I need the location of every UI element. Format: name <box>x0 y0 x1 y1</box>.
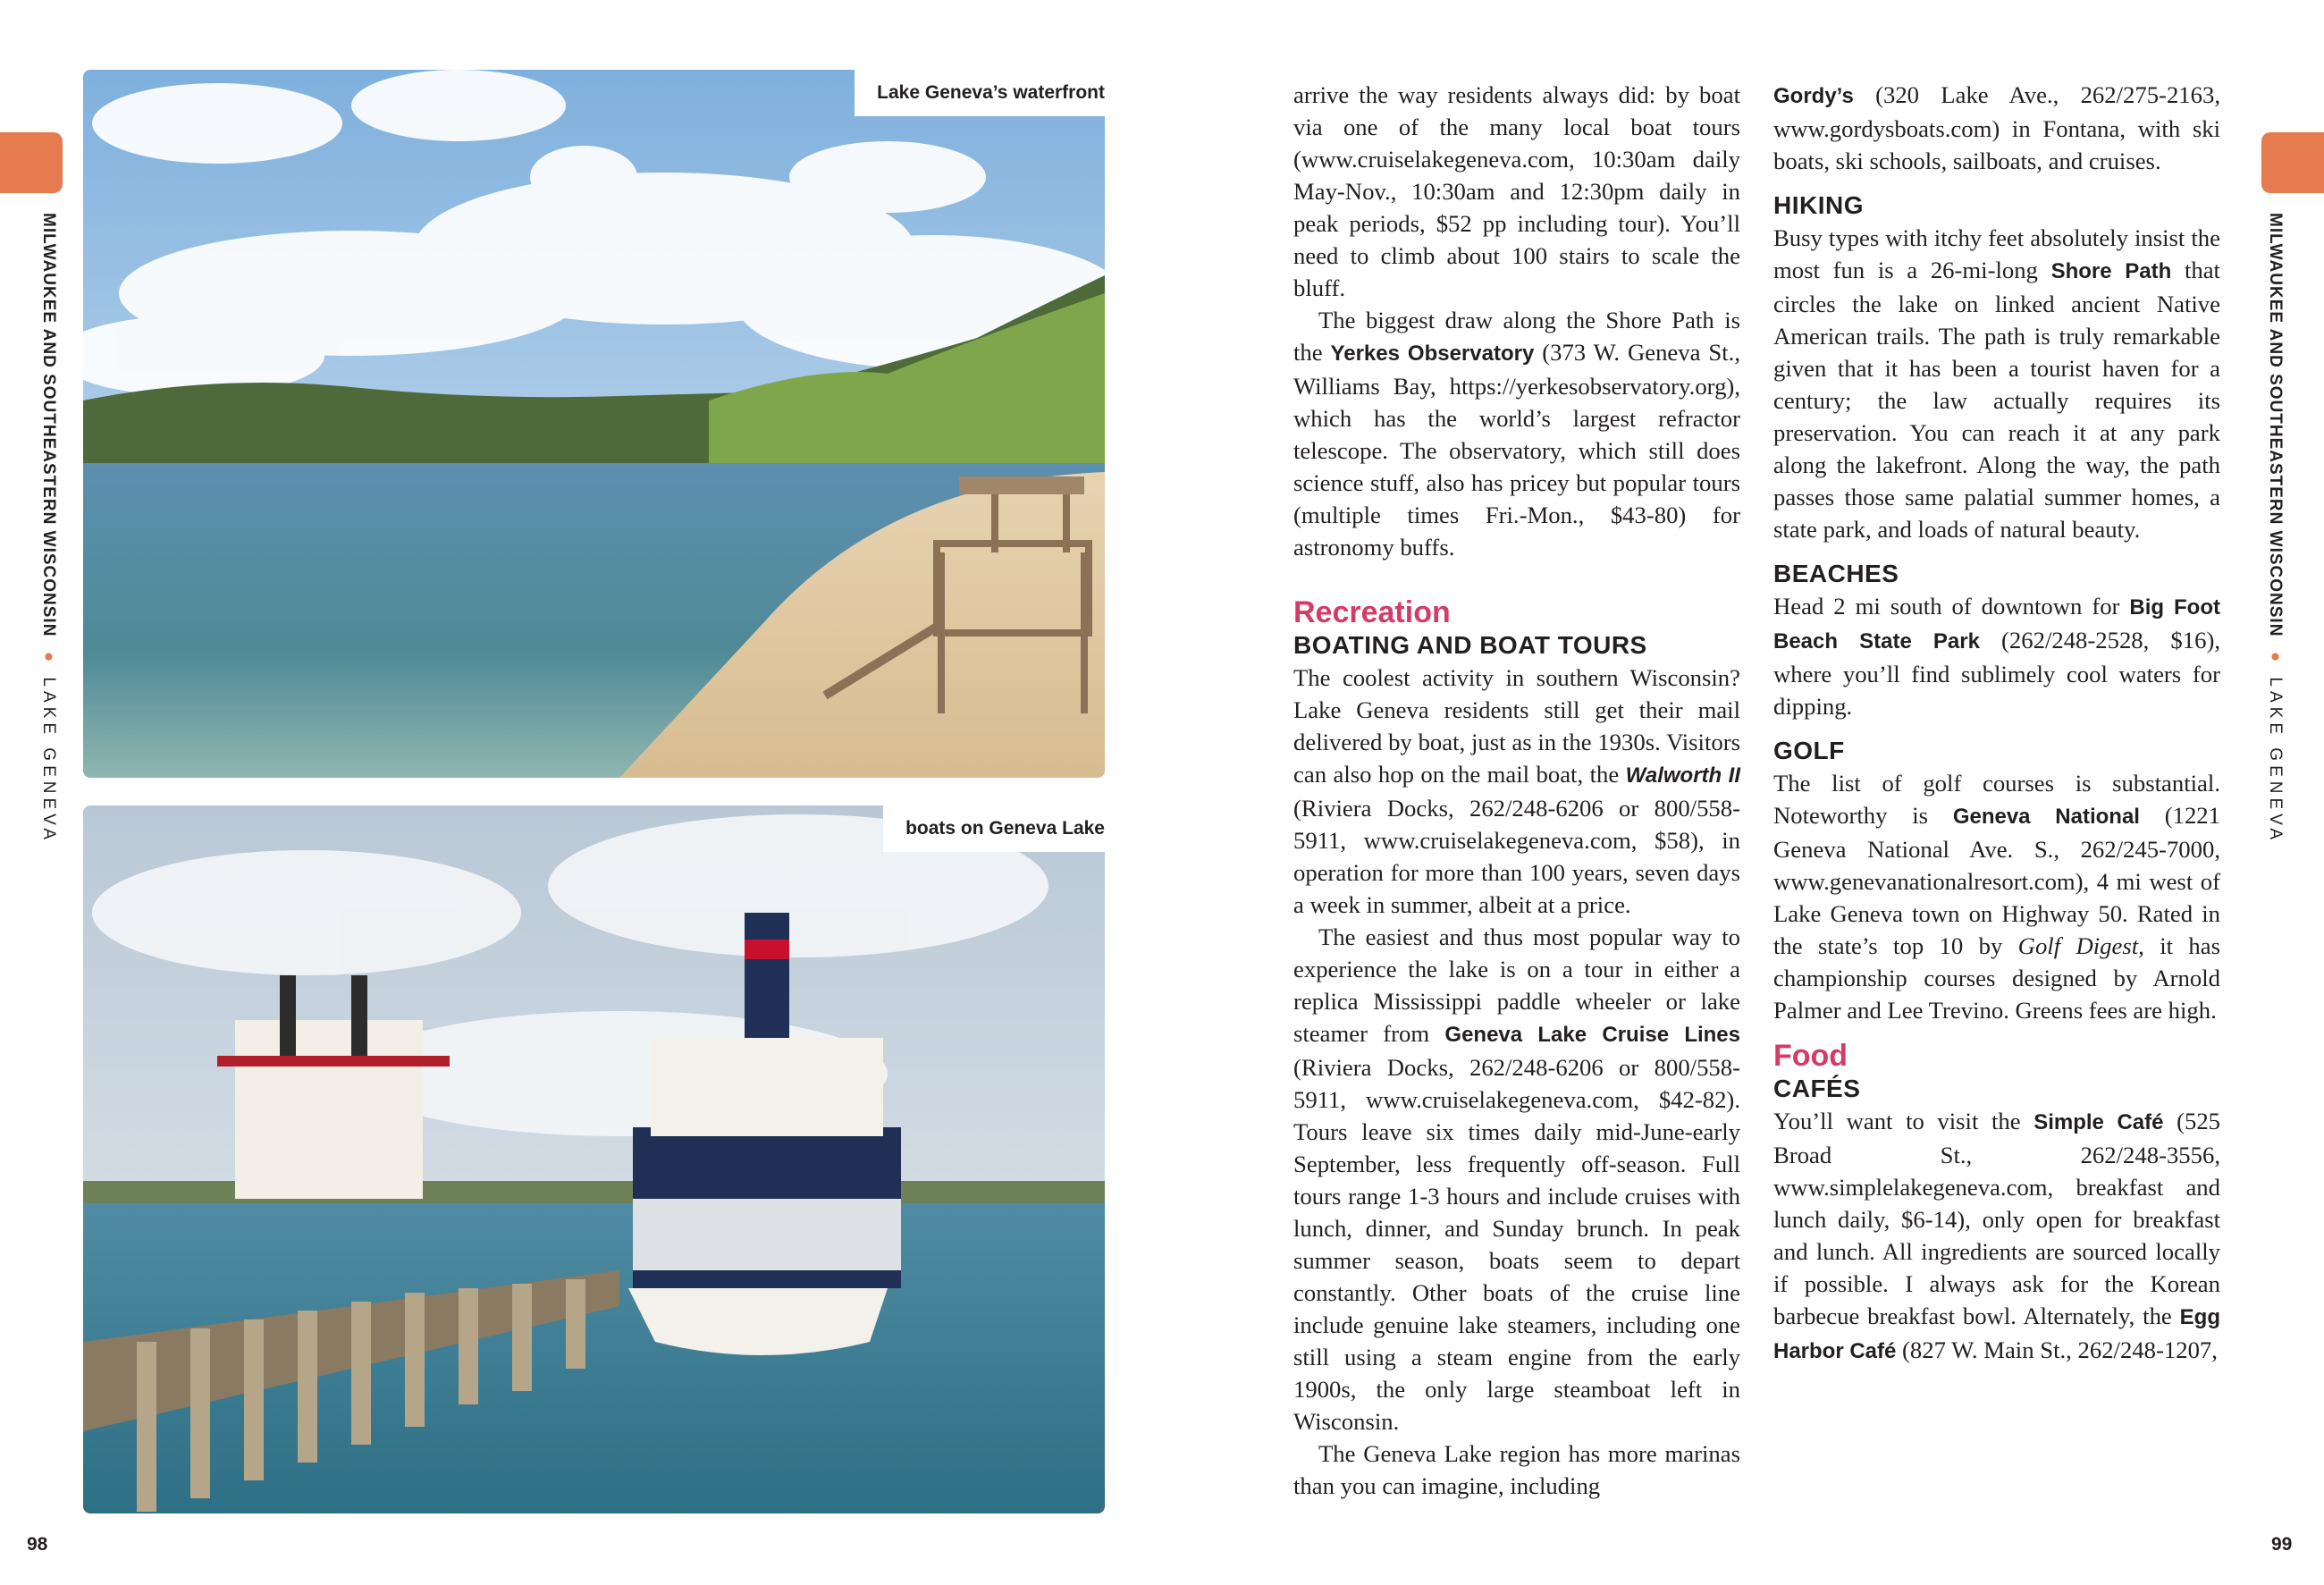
separator-dot-icon: ● <box>2266 647 2285 667</box>
region-label: MILWAUKEE AND SOUTHEASTERN WISCONSIN <box>39 213 58 637</box>
region-label: MILWAUKEE AND SOUTHEASTERN WISCONSIN <box>2266 213 2285 637</box>
paragraph: The coolest activity in southern Wisconsin? Lake Geneva residents still get their mail delivered by boat, just as in the 1930s. Visitors can also hop on the mail boat, the Walworth II (Riviera Docks, 262/248-6206 or 800/558-5911, www.cruiselakegeneva.com, $58), in operation for more than 100 years, seven days a week in summer, albeit at a price. <box>1293 664 1740 918</box>
photo-waterfront <box>83 70 1105 778</box>
paragraph: You’ll want to visit the Simple Café (525 Broad St., 262/248-3556, www.simplelakegeneva.com, breakfast and lunch daily, $6-14), only open for breakfast and lunch. All ingredients are sourced locally if possible. I always ask for the Korean barbecue breakfast bowl. Alternately, the Egg Harbor Café (827 W. Main St., 262/248-1207, <box>1773 1108 2221 1363</box>
page-number-right: 99 <box>2271 1534 2293 1555</box>
paragraph: Busy types with itchy feet absolutely insist the most fun is a 26-mi-long Shore Path that circles the lake on linked ancient Native American trails. The path is truly remarkable given that it has been a tourist haven for a century; the law actually requires its preservation. You can reach it at any park along the lakefront. Along the way, the path passes those same palatial summer homes, a state park, and loads of natural beauty. <box>1773 224 2220 543</box>
text-column-left <box>1293 79 1740 1502</box>
subsection-heading: BEACHES <box>1773 560 1899 587</box>
photo-caption: boats on Geneva Lake <box>883 805 1105 852</box>
separator-dot-icon: ● <box>39 647 58 667</box>
section-heading: Food <box>1773 1039 1848 1073</box>
paragraph: Head 2 mi south of downtown for Big Foot Beach State Park (262/248-2528, $16), where you’ll find sublimely cool waters for dipping. <box>1773 593 2220 720</box>
running-head-left <box>38 213 58 844</box>
text-column-right <box>1773 79 2220 1368</box>
paragraph: The easiest and thus most popular way to experience the lake is on a tour in either a replica Mississippi paddle wheeler or lake steamer from Geneva Lake Cruise Lines (Riviera Docks, 262/248-6206 or 800/558-5911, www.cruiselakegeneva.com, $42-82). Tours leave six times daily mid-June-early September, less frequently off-season. Full tours range 1-3 hours and include cruises with lunch, dinner, and Sunday brunch. In peak summer season, boats seem to depart constantly. Other boats of the cruise line include genuine lake steamers, including one still using a steam engine from the early 1900s, the only large steamboat left in Wisconsin. <box>1293 923 1741 1435</box>
section-label: LAKE GENEVA <box>39 677 58 845</box>
thumb-tab-right <box>2261 132 2324 193</box>
paragraph: The biggest draw along the Shore Path is the Yerkes Observatory (373 W. Geneva St., Williams Bay, https://yerkesobservatory.org), which has the world’s largest refractor telescope. The observatory, which still does science stuff, also has pricey but popular tours (multiple times Fri.-Mon., $43-80) for astronomy buffs. <box>1293 307 1740 561</box>
paragraph: The list of golf courses is substantial. Noteworthy is Geneva National (1221 Geneva National Ave. S., 262/245-7000, www.genevanationalresort.com), 4 mi west of Lake Geneva town on Highway 50. Rated in the state’s top 10 by Golf Digest, it has championship courses designed by Arnold Palmer and Lee Trevino. Greens fees are high. <box>1773 770 2220 1024</box>
subsection-heading: CAFÉS <box>1773 1075 1861 1102</box>
running-head-right <box>2265 213 2285 844</box>
subsection-heading: GOLF <box>1773 737 1845 764</box>
subsection-heading: BOATING AND BOAT TOURS <box>1293 631 1647 659</box>
paragraph: Gordy’s (320 Lake Ave., 262/275-2163, www.gordysboats.com) in Fontana, with ski boats, ski schools, sailboats, and cruises. <box>1773 81 2220 174</box>
page-number-left: 98 <box>27 1534 48 1555</box>
paragraph: arrive the way residents always did: by boat via one of the many local boat tours (www.cruiselakegeneva.com, 10:30am daily May-Nov., 10:30am and 12:30pm daily in peak periods, $52 pp including tour). You’ll need to climb about 100 stairs to scale the bluff. <box>1293 81 1740 301</box>
photo-caption: Lake Geneva’s waterfront <box>855 70 1105 116</box>
thumb-tab-left <box>0 132 63 193</box>
section-label: LAKE GENEVA <box>2266 677 2285 845</box>
boats-image <box>83 805 1105 1513</box>
photo-boats <box>83 805 1105 1513</box>
subsection-heading: HIKING <box>1773 191 1864 219</box>
section-heading: Recreation <box>1293 595 1451 629</box>
waterfront-image <box>83 70 1105 778</box>
paragraph: The Geneva Lake region has more marinas than you can imagine, including <box>1293 1440 1740 1499</box>
